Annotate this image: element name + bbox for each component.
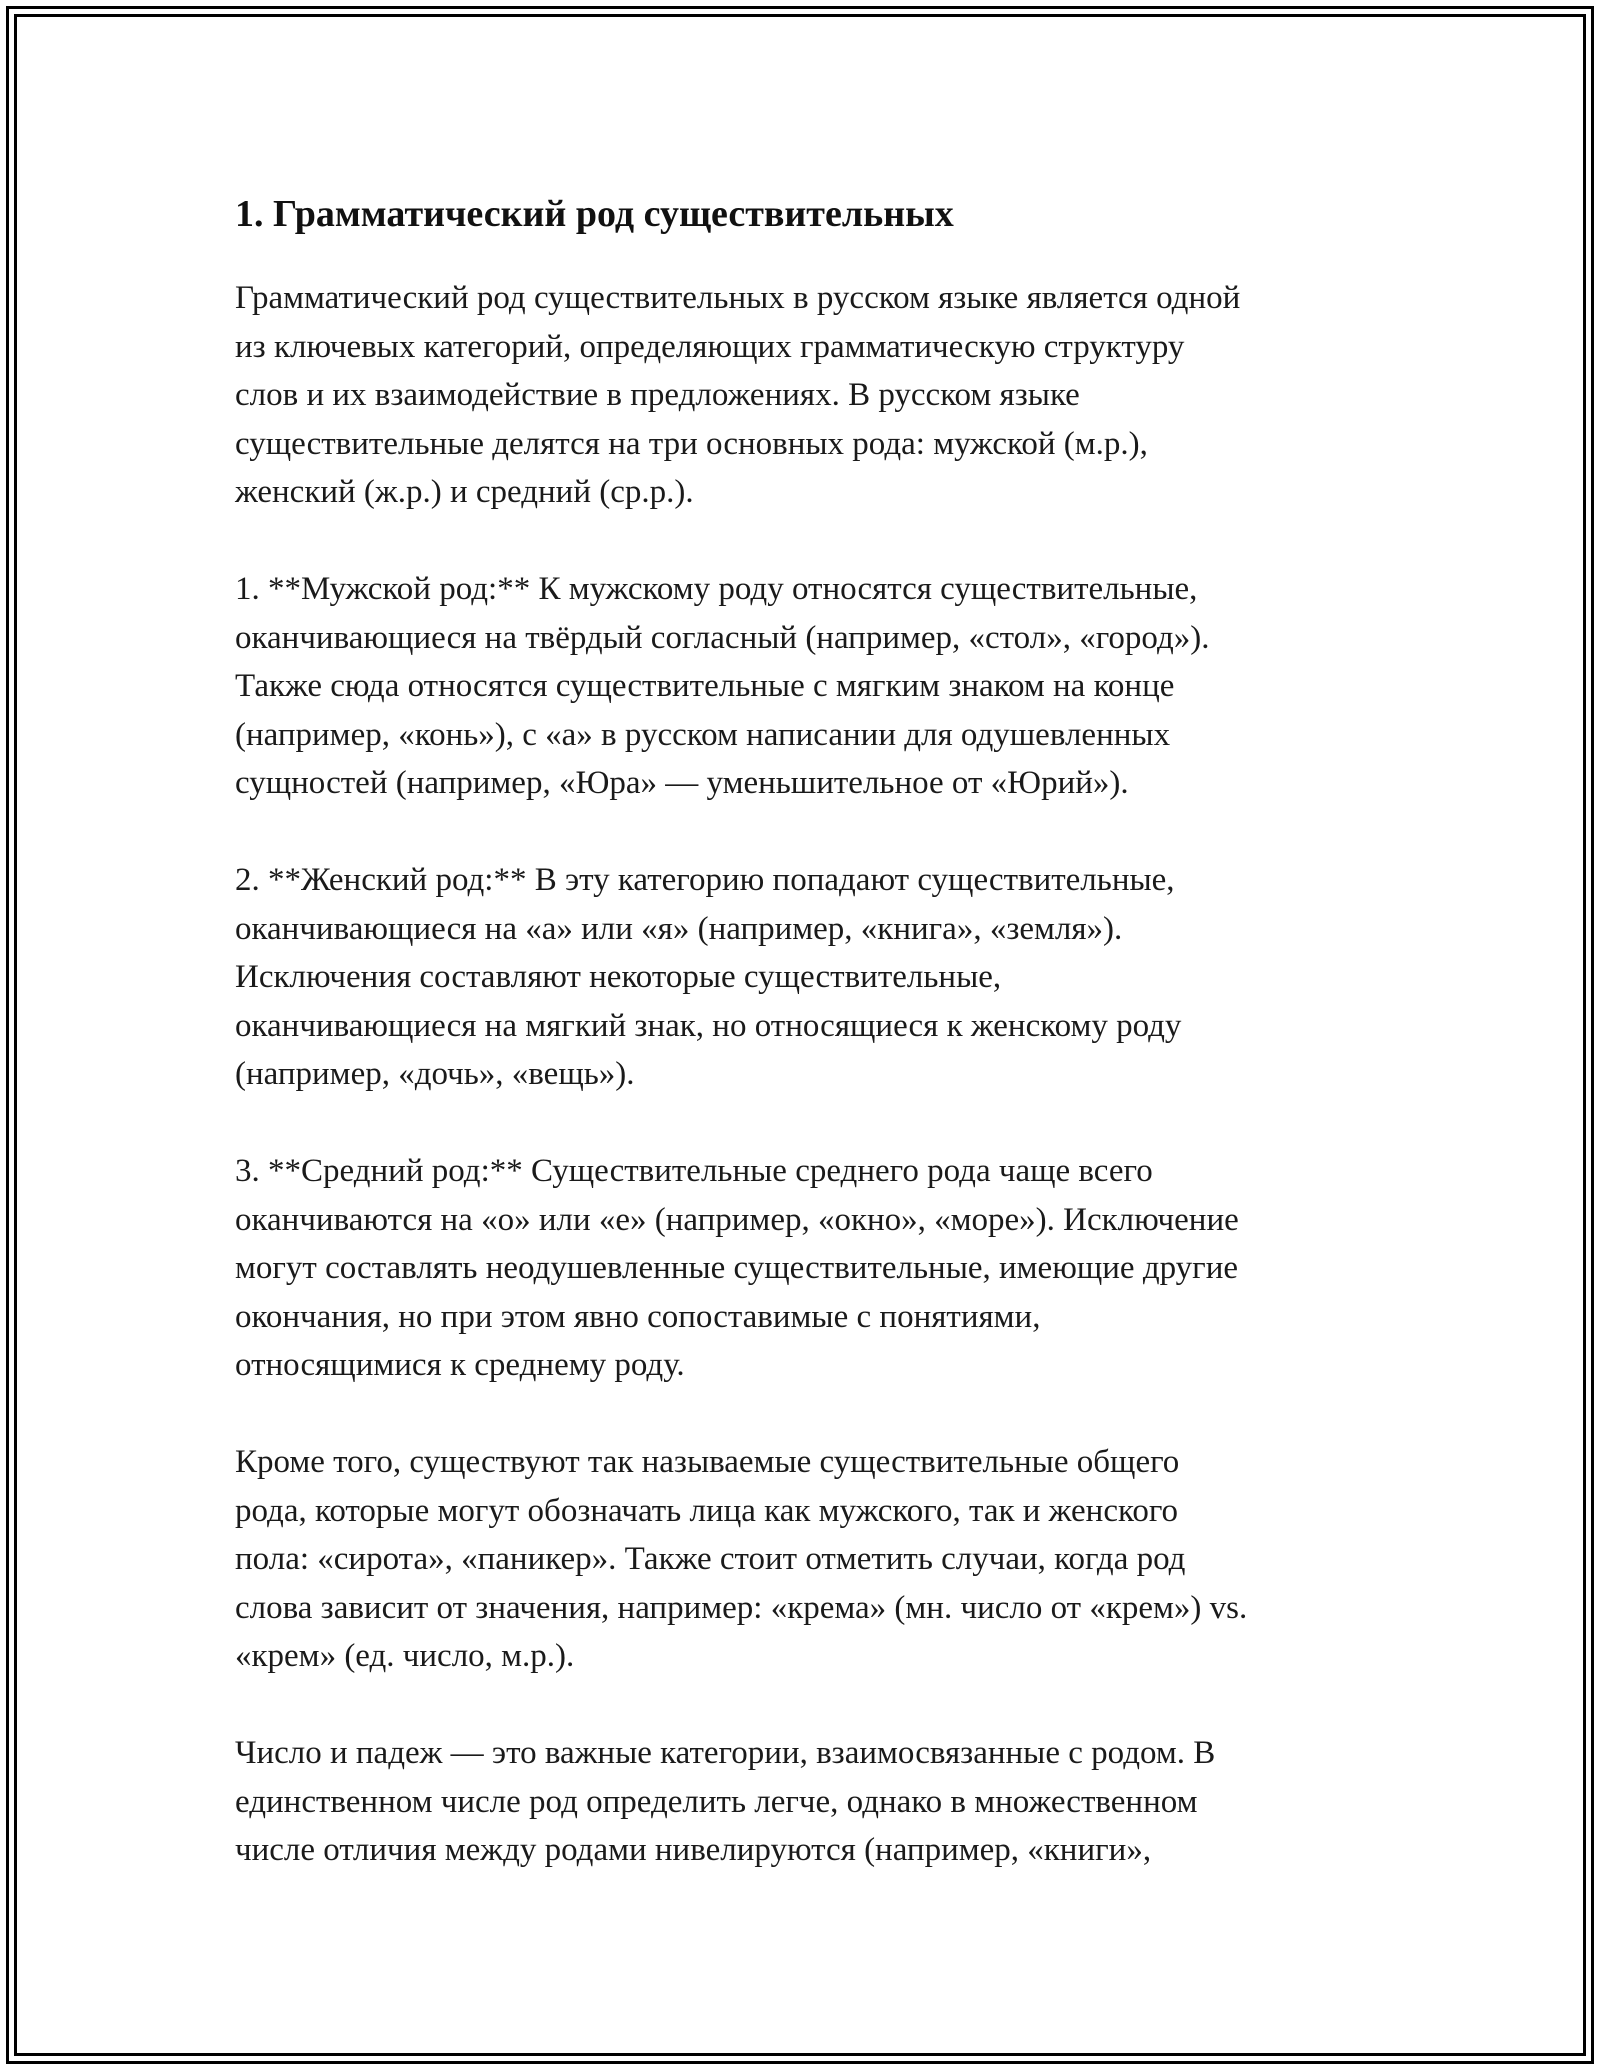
paragraph-feminine: 2. **Женский род:** В эту категорию попадают существительные, оканчивающиеся на «а» или «я» (например, «книга», «земля»). Исключения составляют некоторые существительные, оканчивающиеся на мягкий знак, но относящиеся к женскому роду (например, «дочь», «вещь»). (235, 862, 1182, 1092)
paragraph-neuter: 3. **Средний род:** Существительные среднего рода чаще всего оканчиваются на «о» или «е» (например, «окно», «море»). Исключение могут составлять неодушевленные существительные, имеющие другие окончания, но при этом явно сопоставимые с понятиями, относящимися к среднему роду. (235, 1153, 1239, 1383)
section-heading: 1. Грамматический род существительных (235, 193, 954, 235)
paragraph-number-case: Число и падеж — это важные категории, взаимосвязанные с родом. В единственном числе род определить легче, однако в множественном числе отличия между родами нивелируются (например, «книги», (235, 1735, 1216, 1868)
paragraph-common-gender: Кроме того, существуют так называемые существительные общего рода, которые могут обозначать лица как мужского, так и женского пола: «сирота», «паникер». Также стоит отметить случаи, когда род слова зависит от значения, например: «крема» (мн. число от «крем») vs. «крем» (ед. число, м.р.). (235, 1444, 1248, 1674)
paragraph-masculine: 1. **Мужской род:** К мужскому роду относятся существительные, оканчивающиеся на твёрдый согласный (например, «стол», «город»). Также сюда относятся существительные с мягким знаком на конце (например, «конь»), с «а» в русском написании для одушевленных сущностей (например, «Юра» — уменьшительное от «Юрий»). (235, 571, 1210, 801)
document-page (235, 186, 1365, 1875)
paragraph-intro: Грамматический род существительных в русском языке является одной из ключевых категорий, определяющих грамматическую структуру слов и их взаимодействие в предложениях. В русском языке существительные делятся на три основных рода: мужской (м.р.), женский (ж.р.) и средний (ср.р.). (235, 280, 1241, 510)
